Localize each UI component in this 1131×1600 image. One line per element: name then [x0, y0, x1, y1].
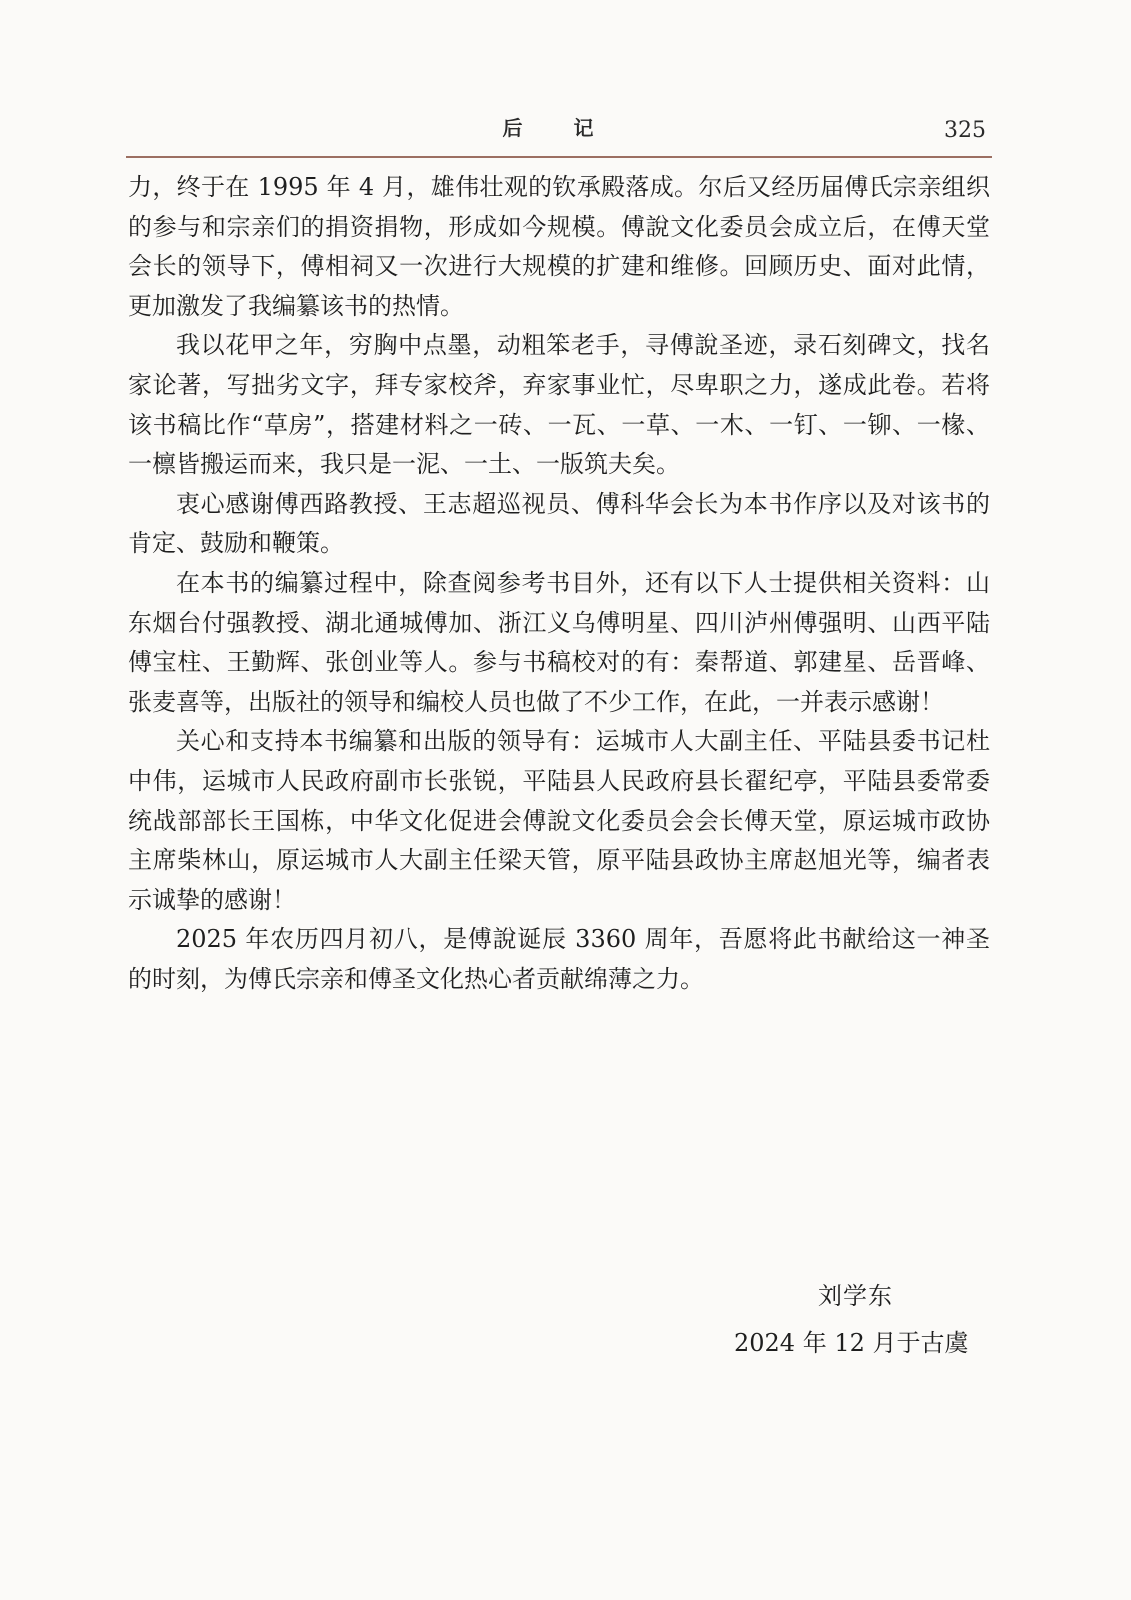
- paragraph: 2025 年农历四月初八，是傅說诞辰 3360 周年，吾愿将此书献给这一神圣的时刻，为傅氏宗亲和傅圣文化热心者贡献绵薄之力。: [128, 925, 990, 993]
- paragraph: 我以花甲之年，穷胸中点墨，动粗笨老手，寻傅說圣迹，录石刻碑文，找名家论著，写拙劣文字，拜专家校斧，弃家事业忙，尽卑职之力，遂成此卷。若将该书稿比作“草房”，搭建材料之一砖、一瓦、一草、一木、一钉、一铆、一椽、一檩皆搬运而来，我只是一泥、一土、一版筑夫矣。: [128, 331, 990, 479]
- paragraph: 在本书的编纂过程中，除查阅参考书目外，还有以下人士提供相关资料：山东烟台付强教授、湖北通城傅加、浙江义乌傅明星、四川泸州傅强明、山西平陆傅宝柱、王勤辉、张创业等人。参与书稿校对的有：秦帮道、郭建星、岳晋峰、张麦喜等，出版社的领导和编校人员也做了不少工作，在此，一并表示感谢！: [128, 568, 990, 716]
- running-head: [126, 108, 992, 158]
- header-rule: [126, 156, 992, 158]
- author-signature: 刘学东: [818, 1282, 893, 1310]
- signature-date: 2024 年 12 月于古虞: [734, 1329, 969, 1357]
- paragraph: 衷心感谢傅西路教授、王志超巡视员、傅科华会长为本书作序以及对该书的肯定、鼓励和鞭策。: [128, 489, 990, 558]
- paragraph: 关心和支持本书编纂和出版的领导有：运城市人大副主任、平陆县委书记杜中伟，运城市人民政府副市长张锐，平陆县人民政府县长翟纪亭，平陆县委常委统战部部长王国栋，中华文化促进会傅說文化委员会会长傅天堂，原运城市政协主席柴林山，原运城市人大副主任梁天管，原平陆县政协主席赵旭光等，编者表示诚挚的感谢！: [128, 727, 990, 914]
- page-number: 325: [944, 118, 986, 143]
- paragraph-continuation: 力，终于在 1995 年 4 月，雄伟壮观的钦承殿落成。尔后又经历届傅氏宗亲组织的参与和宗亲们的捐资捐物，形成如今规模。傅說文化委员会成立后，在傅天堂会长的领导下，傅相祠又一次进行大规模的扩建和维修。回顾历史、面对此情，更加激发了我编纂该书的热情。: [128, 173, 990, 320]
- afterword-body: [128, 168, 990, 999]
- section-title: 后 记: [502, 116, 616, 140]
